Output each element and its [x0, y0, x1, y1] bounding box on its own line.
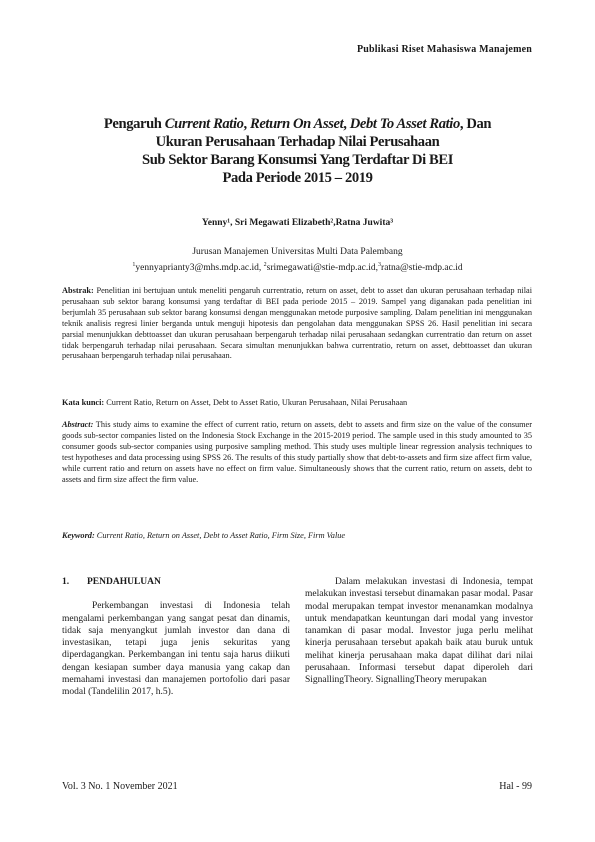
- journal-header: Publikasi Riset Mahasiswa Manajemen: [356, 44, 532, 55]
- email-1: yennyaprianty3@mhs.mdp.ac.id,: [135, 263, 264, 274]
- abstract-en-label: Abstract:: [62, 420, 94, 429]
- column-right: [305, 576, 533, 687]
- emails: [60, 259, 535, 275]
- sup-3: 3: [378, 262, 382, 268]
- paragraph-left: Perkembangan investasi di Indonesia telah mengalami perkembangan yang sangat pesat dan dinamis, tidak saja menyangkut jumlah investor dan dana di investasikan, tetapi juga jenis sekuritas yang diperdagangkan. Perkembangan ini tentu saja harus diikuti dengan kesiapan sumber daya manusia yang cakap dan memahami investasi dan manajemen portofolio dari pasar modal (Tandelilin 2017, h.5).: [62, 601, 290, 698]
- abstrak-text: Penelitian ini bertujuan untuk meneliti pengaruh currentratio, return on asset, debt to asset dan ukuran perusahaan terhadap nilai perusahaan sub sektor barang konsumsi yang terdaftar di BEI pada periode 2015 – 2019. Sampel yang diganakan pada penelitian ini berjumlah 35 perusahaan sub sektor barang konsumsi dengan menggunakan metode purposive sampling. Dalam penelitian ini menggunakan teknik analisis regresi linier berganda untuk menguji hipotesis dan pengolahan data menggunakan SPSS 26. Hasil penelitian ini secara parsial menunjukkan debttoasset dan ukuran perusahaan berpengaruh terhadap nilai perusahaan sedangkan currentratio dan return on asset tidak berpengaruh terhadap nilai perusahaan. Secara simultan menunjukkan bahwa currentratio, return on asset, debttoasset dan ukuran perusahaan berpengaruh terhadap nilai perusahaan.: [62, 286, 532, 361]
- title-part: ,: [343, 116, 350, 132]
- sup-1: 1: [132, 262, 136, 268]
- title-part-italic: Current Ratio: [164, 116, 244, 132]
- keyword: [62, 531, 532, 540]
- column-left: [62, 576, 290, 699]
- title-line-2: Ukuran Perusahaan Terhadap Nilai Perusahaan: [155, 134, 440, 150]
- abstract-en-text: This study aims to examine the effect of current ratio, return on assets, debt to assets and firm size on the value of the consumer goods sub-sector companies listed on the Indonesia Stock Exchange in the 2015-2019 period. The sample used in this study amounted to 35 consumer goods sub-sector companies using purposive sampling method. This study uses multiple linear regression analysis techniques to test hypotheses and data processing using SPSS 26. The results of this study partially show that debt-to-assets and firm size affect firm value, while current ratio and return on assets have no effect on firm value. Simultaneously shows that the current ratio, return on assets, debt to assets and firm size affect the firm value.: [62, 420, 532, 484]
- keyword-text: Current Ratio, Return on Asset, Debt to Asset Ratio, Firm Size, Firm Value: [94, 531, 346, 540]
- title-part: ,: [243, 116, 251, 132]
- section-title: PENDAHULUAN: [87, 577, 161, 587]
- title-part: Pengaruh: [103, 116, 165, 132]
- section-number: 1.: [62, 577, 70, 587]
- title-part-italic: Debt To Asset Ratio: [349, 116, 460, 132]
- abstrak-label: Abstrak:: [62, 286, 94, 295]
- email-2: srimegawati@stie-mdp.ac.id,: [266, 263, 379, 274]
- authors: Yenny¹, Sri Megawati Elizabeth²,Ratna Juwita³: [201, 218, 394, 228]
- abstrak: [62, 286, 532, 362]
- footer-page: Hal - 99: [499, 781, 532, 792]
- kata-kunci-label: Kata kunci:: [62, 398, 105, 407]
- kata-kunci-text: Current Ratio, Return on Asset, Debt to Asset Ratio, Ukuran Perusahaan, Nilai Perusahaan: [104, 398, 408, 407]
- sup-2: 2: [263, 262, 267, 268]
- abstract-en: [62, 420, 532, 485]
- kata-kunci: [62, 398, 532, 407]
- institution: Jurusan Manajemen Universitas Multi Data Palembang: [192, 247, 403, 257]
- email-3: ratna@stie-mdp.ac.id: [381, 263, 463, 274]
- title-line-4: Pada Periode 2015 – 2019: [222, 170, 373, 186]
- title-part-italic: Return On Asset: [250, 116, 344, 132]
- affiliation: [60, 246, 535, 275]
- keyword-label: Keyword:: [62, 531, 95, 540]
- footer-volume: Vol. 3 No. 1 November 2021: [62, 781, 178, 792]
- title-line-3: Sub Sektor Barang Konsumsi Yang Terdaftar Di BEI: [142, 152, 453, 168]
- title-line-1: [60, 115, 535, 133]
- paper-title: [60, 115, 535, 187]
- title-part: , Dan: [459, 116, 492, 132]
- section-heading: [62, 576, 290, 588]
- paragraph-right: Dalam melakukan investasi di Indonesia, tempat melakukan investasi tersebut dinamakan pasar modal. Pasar modal merupakan tempat investor menanamkan modalnya untuk mendapatkan keuntungan dari modal yang investor tanamkan di pasar modal. Investor juga perlu melihat kinerja perusahaan tersebut apakah baik atau buruk untuk melihat kinerja perusahaan maka dapat dilihat dari nilai perusahaan. Informasi tersebut dapat diperoleh dari SignallingTheory. SignallingTheory merupakan: [305, 577, 533, 686]
